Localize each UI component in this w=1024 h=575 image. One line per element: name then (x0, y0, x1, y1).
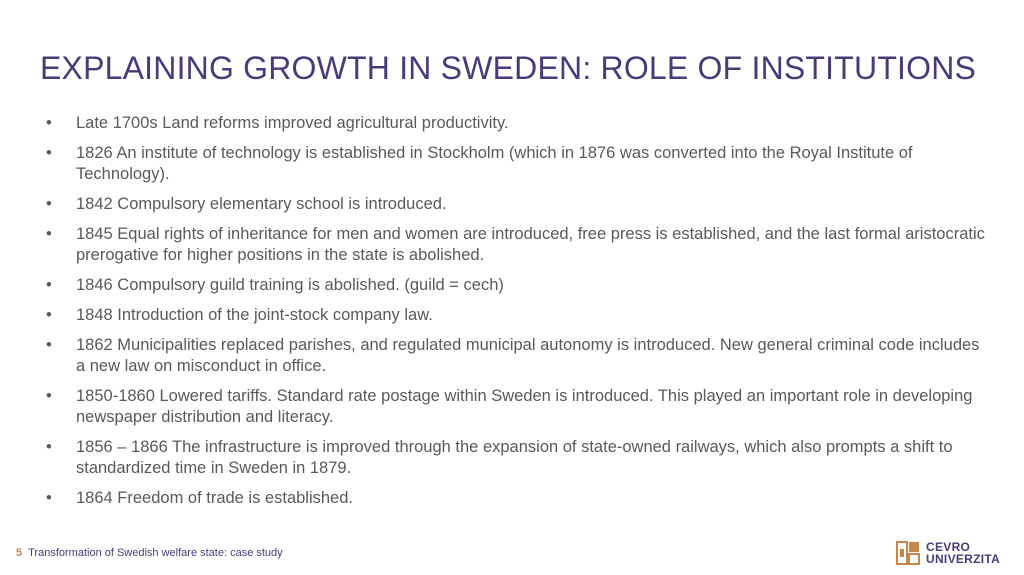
bullet-item (46, 305, 986, 326)
bullet-icon: • (46, 438, 52, 456)
footer (16, 546, 283, 560)
bullet-item (46, 437, 986, 479)
bullet-icon: • (46, 195, 52, 213)
bullet-text: 1846 Compulsory guild training is abolished. (guild = cech) (76, 276, 504, 294)
bullet-text: 1845 Equal rights of inheritance for men and women are introduced, free press is established, and the last formal aristocratic prerogative for higher positions in the state is abolished. (76, 225, 985, 264)
bullet-text: 1856 – 1866 The infrastructure is improved through the expansion of state-owned railways, which also prompts a shift to standardized time in Sweden in 1879. (76, 438, 953, 477)
bullet-text: 1850-1860 Lowered tariffs. Standard rate postage within Sweden is introduced. This played an important role in developing newspaper distribution and literacy. (76, 387, 973, 426)
bullet-icon: • (46, 276, 52, 294)
footer-caption: Transformation of Swedish welfare state: case study (28, 547, 283, 559)
bullet-text: 1864 Freedom of trade is established. (76, 489, 353, 507)
logo-line-2: UNIVERZITA (926, 552, 1001, 566)
bullet-text: 1826 An institute of technology is established in Stockholm (which in 1876 was converted into the Royal Institute of Technology). (76, 144, 913, 183)
bullet-text: 1862 Municipalities replaced parishes, and regulated municipal autonomy is introduced. New general criminal code includes a new law on misconduct in office. (76, 336, 980, 375)
bullet-icon: • (46, 225, 52, 243)
bullet-text: Late 1700s Land reforms improved agricultural productivity. (76, 114, 509, 132)
bullet-list (46, 113, 986, 518)
bullet-item (46, 386, 986, 428)
bullet-item (46, 194, 986, 215)
bullet-item (46, 275, 986, 296)
bullet-item (46, 143, 986, 185)
bullet-text: 1848 Introduction of the joint-stock company law. (76, 306, 433, 324)
bullet-icon: • (46, 336, 52, 354)
bullet-item (46, 224, 986, 266)
bullet-item (46, 113, 986, 134)
bullet-icon: • (46, 114, 52, 132)
slide-title: EXPLAINING GROWTH IN SWEDEN: ROLE OF INSTITUTIONS (40, 50, 977, 86)
bullet-icon: • (46, 306, 52, 324)
bullet-item (46, 335, 986, 377)
bullet-text: 1842 Compulsory elementary school is introduced. (76, 195, 447, 213)
logo-wordmark (926, 541, 1000, 565)
bullet-icon: • (46, 489, 52, 507)
bullet-icon: • (46, 387, 52, 405)
cevro-logo-mark-icon (896, 541, 920, 565)
logo-line-1: CEVRO (926, 540, 971, 554)
page-number: 5 (16, 547, 23, 559)
bullet-icon: • (46, 144, 52, 162)
university-logo (896, 539, 1000, 567)
bullet-item (46, 488, 986, 509)
